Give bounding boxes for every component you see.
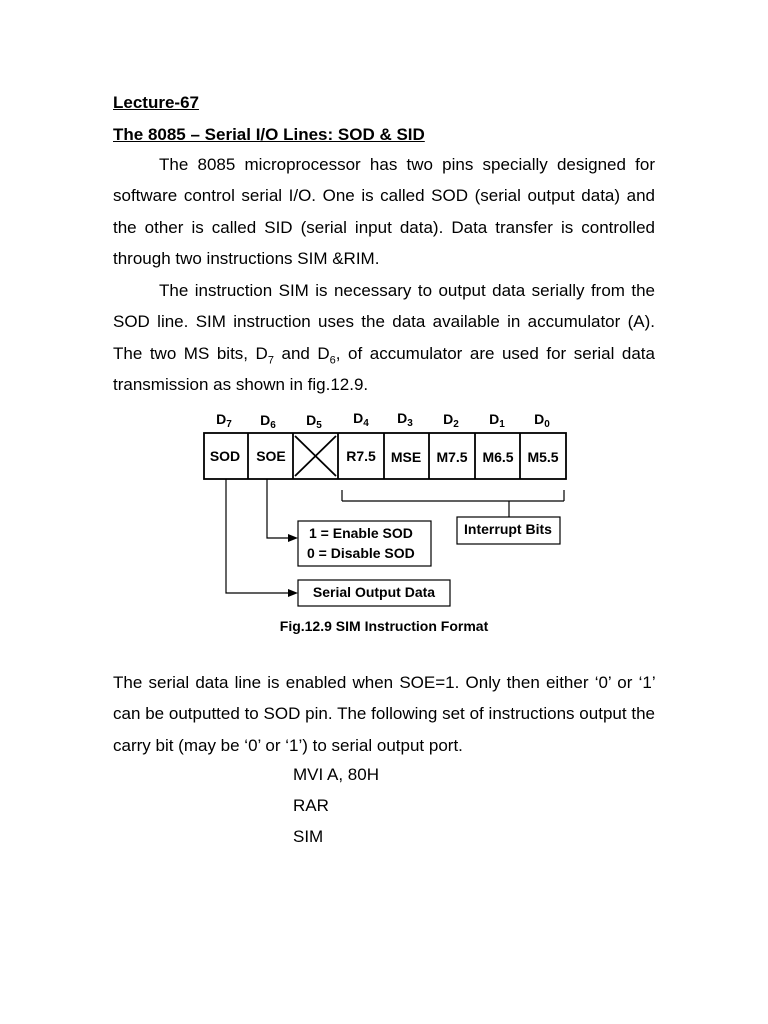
code-line-rar: RAR <box>293 796 329 815</box>
bit-label-d7: $D_7$ <box>216 411 232 430</box>
paragraph-intro-text: The 8085 microprocessor has two pins specially designed for software control serial I/O. One is called SOD (serial output data) and the other is called SID (serial input data). Data transfer is controlled through two instructions SIM &RIM. <box>113 155 655 268</box>
bit-label-d4: $D_4$ <box>353 410 369 429</box>
cell-soe: SOE <box>256 448 286 464</box>
bit-label-d6: $D_6$ <box>260 412 276 431</box>
code-line-sim: SIM <box>293 827 324 846</box>
paragraph-soe-text-3: can be outputted to SOD pin. The following set of instructions output the carry bit (may be ‘0’ or ‘1’) to serial output port. <box>113 704 655 755</box>
interrupt-bracket <box>342 490 564 517</box>
cell-sod: SOD <box>209 448 241 464</box>
sod-arrow-line <box>226 479 290 593</box>
paragraph-sim-text-2: and D <box>273 343 330 363</box>
bit-label-d1: $D_1$ <box>489 411 505 430</box>
cell-m7-5: M7.5 <box>436 449 468 465</box>
cell-mse: MSE <box>390 449 422 465</box>
bit-label-d3: $D_3$ <box>397 410 413 429</box>
sod-arrowhead <box>288 589 298 597</box>
cell-m6-5: M6.5 <box>482 449 514 465</box>
code-line-mvi: MVI A, 80H <box>293 765 379 784</box>
cell-m5-5: M5.5 <box>527 449 559 465</box>
figure-caption: Fig.12.9 SIM Instruction Format <box>279 618 489 634</box>
subscript-7: 7 <box>267 353 274 366</box>
paragraph-sim-text-1: The instruction SIM is necessary to output data serially from the SOD line. SIM instruction uses the data available in accumulator (A). The two MS bits, D <box>113 281 655 363</box>
interrupt-bits-label: Interrupt Bits <box>464 521 552 537</box>
section-title: The 8085 – Serial I/O Lines: SOD & SID <box>113 125 425 144</box>
paragraph-soe-text-2: nly then either ‘0’ or ‘1’ <box>478 673 655 692</box>
bit-label-d2: $D_2$ <box>443 411 459 430</box>
soe-enable-text: 1 = Enable SOD <box>309 525 413 541</box>
soe-arrowhead <box>288 534 298 542</box>
subscript-6: 6 <box>329 353 336 366</box>
bit-label-d5: $D_5$ <box>306 412 322 431</box>
soe-disable-text: 0 = Disable SOD <box>307 545 415 561</box>
bit-label-d0: $D_0$ <box>534 411 550 430</box>
serial-output-data-label: Serial Output Data <box>312 584 436 600</box>
paragraph-soe <box>113 667 655 761</box>
paragraph-soe-text-1: The serial data line is enabled when SOE=1. O <box>113 673 479 692</box>
soe-arrow-line <box>267 479 290 538</box>
cell-r7-5: R7.5 <box>346 448 376 464</box>
paragraph-sim-text-3: , of accumulator are used for serial data transmission as shown in fig.12.9. <box>113 343 655 394</box>
lecture-title: Lecture-67 <box>113 93 199 112</box>
